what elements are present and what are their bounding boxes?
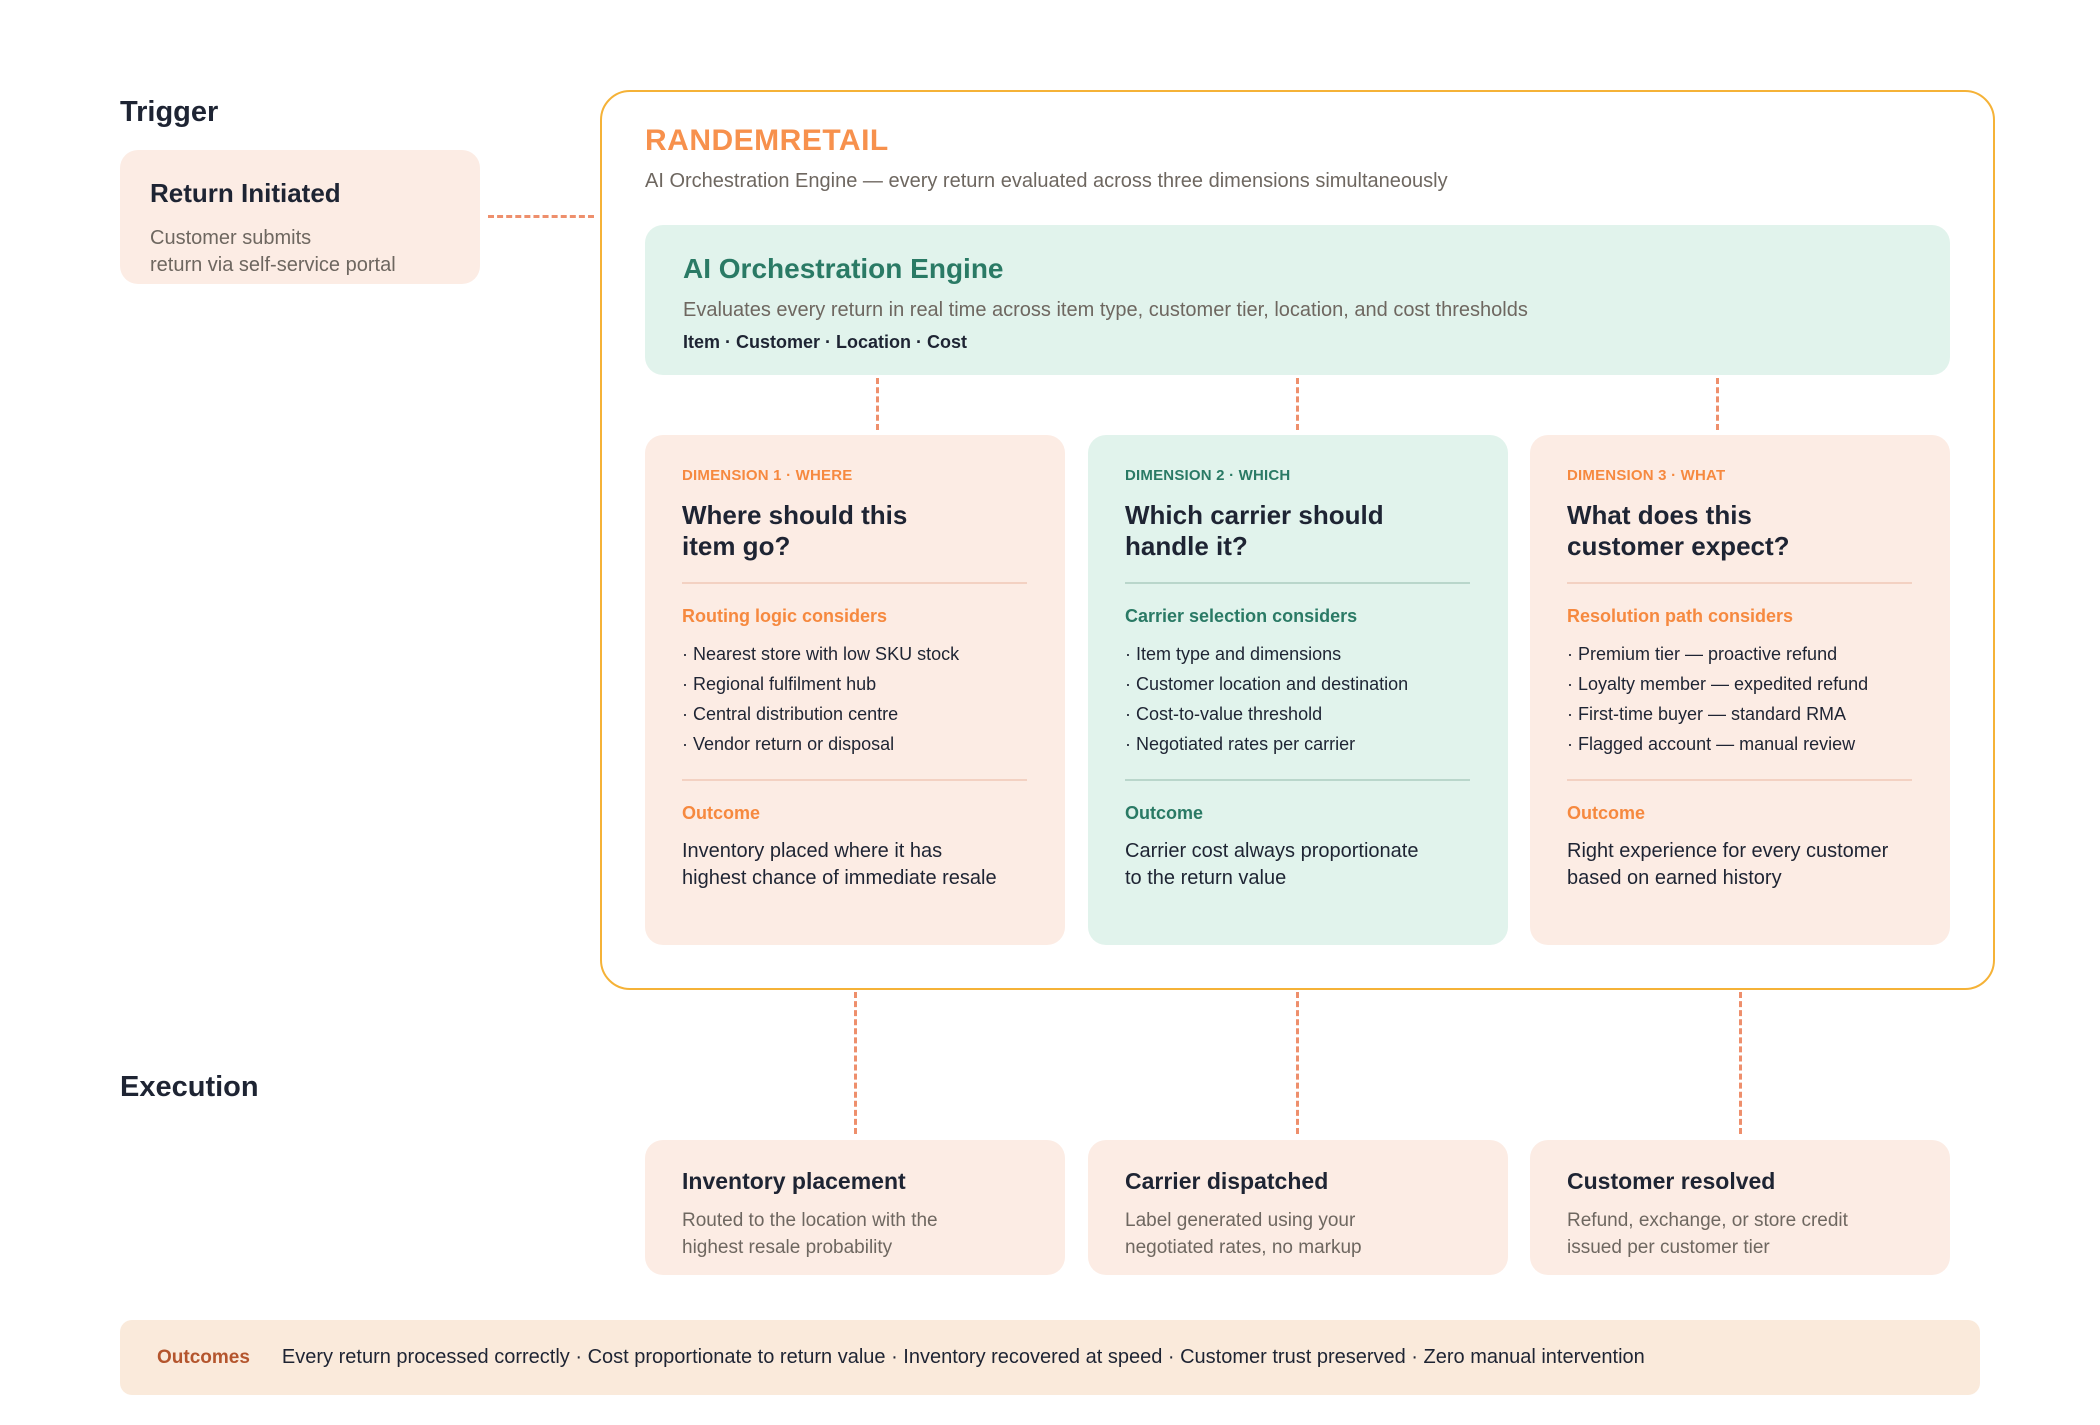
execution-card-title: Inventory placement [682,1168,906,1194]
trigger-card-title: Return Initiated [150,178,341,208]
execution-card-inventory [645,1140,1065,1275]
dimension-card-what [1530,435,1950,945]
outcome-text-line1: Right experience for every customer [1567,840,1889,862]
outcomes-text: Every return processed correctly · Cost proportionate to return value · Inventory recovered at speed · Customer trust preserved · Zero manual intervention [281,1346,1645,1368]
divider [1125,582,1470,584]
dimension-card-where [645,435,1065,945]
list-item: · Premium tier — proactive refund [1567,644,1838,664]
divider [682,779,1027,781]
execution-connector-3 [1739,992,1742,1134]
dimension-question [682,500,982,562]
engine-card-description: Evaluates every return in real time across item type, customer tier, location, and cost thresholds [683,299,1528,321]
list-item: · Negotiated rates per carrier [1125,734,1356,754]
outcome-text [1125,838,1471,892]
list-item: · Vendor return or disposal [682,734,895,754]
dimension-question-line1: What does this [1567,500,1752,530]
list-item: · Loyalty member — expedited refund [1567,674,1869,694]
divider [1125,779,1470,781]
outcome-label: Outcome [1125,803,1204,823]
engine-card-factors: Item · Customer · Location · Cost [683,332,968,352]
execution-card-title: Carrier dispatched [1125,1168,1329,1194]
divider [1567,779,1912,781]
dimension-question-line2: handle it? [1125,531,1248,561]
execution-card-line1: Routed to the location with the [682,1210,938,1231]
dimension-tag: DIMENSION 1 · WHERE [682,467,853,484]
outcomes-label: Outcomes [157,1346,250,1368]
divider [1567,582,1912,584]
execution-section-label: Execution [120,1071,259,1103]
dimension-question-line1: Where should this [682,500,908,530]
dimension-question [1125,500,1425,562]
dimension-question-line2: customer expect? [1567,531,1790,561]
outcome-label: Outcome [1567,803,1646,823]
list-item: · Flagged account — manual review [1567,734,1856,754]
execution-connector-2 [1296,992,1299,1134]
considers-list [1125,639,1471,759]
dimension-card-which [1088,435,1508,945]
outcomes-bar [120,1320,1980,1395]
dimension-tag: DIMENSION 3 · WHAT [1567,467,1726,484]
trigger-connector [488,215,594,218]
engine-card-title: AI Orchestration Engine [683,253,1004,284]
engine-subtitle: AI Orchestration Engine — every return evaluated across three dimensions simultaneously [645,170,1448,192]
outcome-text-line2: to the return value [1125,867,1287,889]
trigger-card-return-initiated [120,150,480,284]
outcome-text-line2: based on earned history [1567,867,1782,889]
execution-card-line2: highest resale probability [682,1237,893,1258]
dimension-question-line2: item go? [682,531,791,561]
execution-card-title: Customer resolved [1567,1168,1776,1194]
outcome-text [1567,838,1913,892]
execution-card-line1: Label generated using your [1125,1210,1356,1231]
dimension-question-line1: Which carrier should [1125,500,1384,530]
execution-card-line2: issued per customer tier [1567,1237,1770,1258]
considers-label: Routing logic considers [682,606,888,626]
dimension-question [1567,500,1867,562]
execution-connector-1 [854,992,857,1134]
list-item: · Regional fulfilment hub [682,674,877,694]
list-item: · Item type and dimensions [1125,644,1342,664]
engine-connector-1 [876,378,879,430]
list-item: · Cost-to-value threshold [1125,704,1323,724]
outcome-label: Outcome [682,803,761,823]
execution-card-line2: negotiated rates, no markup [1125,1237,1362,1258]
considers-label: Carrier selection considers [1125,606,1358,626]
considers-list [1567,639,1913,759]
outcome-text-line1: Carrier cost always proportionate [1125,840,1419,862]
outcome-text-line1: Inventory placed where it has [682,840,943,862]
list-item: · Central distribution centre [682,704,899,724]
trigger-section-label: Trigger [120,96,219,128]
engine-card [645,225,1950,375]
considers-list [682,639,1028,759]
brand-logo-text: RANDEMRETAIL [645,124,889,157]
execution-card-carrier [1088,1140,1508,1275]
considers-label: Resolution path considers [1567,606,1794,626]
outcome-text-line2: highest chance of immediate resale [682,867,997,889]
divider [682,582,1027,584]
list-item: · Customer location and destination [1125,674,1409,694]
execution-card-customer [1530,1140,1950,1275]
dimension-tag: DIMENSION 2 · WHICH [1125,467,1291,484]
list-item: · Nearest store with low SKU stock [682,644,960,664]
engine-connector-2 [1296,378,1299,430]
trigger-card-description-line1: Customer submits [150,227,312,249]
list-item: · First-time buyer — standard RMA [1567,704,1847,724]
trigger-card-description-line2: return via self-service portal [150,254,396,276]
outcome-text [682,838,1028,892]
execution-card-line1: Refund, exchange, or store credit [1567,1210,1848,1231]
engine-connector-3 [1716,378,1719,430]
